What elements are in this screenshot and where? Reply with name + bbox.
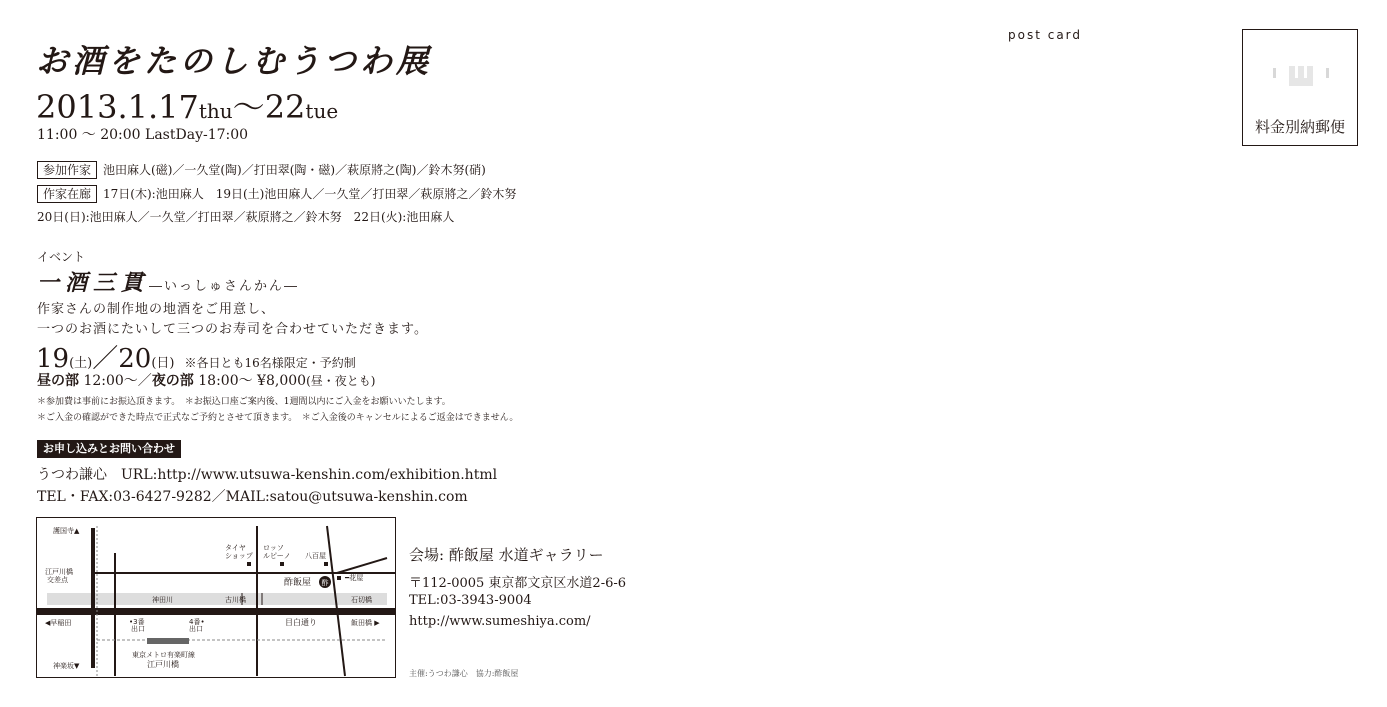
event-day-1: (土) <box>69 356 93 371</box>
event-reading: ―いっしゅさんかん― <box>149 279 300 294</box>
map-gokokuji: 護国寺▲ <box>53 527 80 535</box>
event-date-separator: ／ <box>92 344 119 374</box>
artists-tag: 参加作家 <box>37 161 97 179</box>
map-station: 江戸川橋 <box>147 660 179 669</box>
event-description <box>37 300 428 340</box>
date-separator: 〜 <box>232 88 265 126</box>
map-kandagawa: 神田川 <box>152 596 173 604</box>
in-gallery-text-1: 17日(木):池田麻人 19日(土)池田麻人／一久堂／打田翠／萩原將之／鈴木努 <box>103 187 517 201</box>
venue-tel: TEL:03-3943-9004 <box>409 593 532 608</box>
map-hanaya: ━花屋 <box>345 574 364 582</box>
postage-mark-icon <box>1271 60 1331 90</box>
map-furukawabashi: 古川橋 <box>225 596 246 604</box>
subway-line-bar <box>147 638 189 644</box>
map-exit4-2: 出口 <box>189 625 203 633</box>
end-date: 22 <box>264 88 306 126</box>
venue-address: 〒112-0005 東京都文京区水道2-6-6 <box>409 576 627 591</box>
contact-line-1[interactable]: うつわ謙心 URL:http://www.utsuwa-kenshin.com/exhibition.html <box>37 467 498 483</box>
postcard-label: post card <box>1008 28 1083 42</box>
map-rossolupino-2: ルピーノ <box>263 552 291 560</box>
map-tire-shop-2: ショップ <box>225 552 253 560</box>
exhibition-dates <box>36 82 338 128</box>
start-day: thu <box>198 99 233 123</box>
map-sumeshiya: 酢飯屋 <box>284 578 312 588</box>
map-exit3-2: 出口 <box>131 625 145 633</box>
day-session-time: 12:00〜／ <box>83 373 152 389</box>
day-session-label: 昼の部 <box>37 373 79 389</box>
access-map <box>36 517 396 678</box>
night-session-label: 夜の部 <box>151 373 194 389</box>
event-title <box>37 266 299 297</box>
night-session-time-price: 18:00〜 ¥8,000 <box>198 373 307 389</box>
in-gallery-tag: 作家在廊 <box>37 185 97 203</box>
map-ishikiribashi: 石切橋 <box>351 596 372 604</box>
map-kagurazaka: 神楽坂▼ <box>53 662 80 670</box>
in-gallery-row <box>37 185 516 203</box>
event-date-1: 19 <box>36 344 70 374</box>
postage-stamp-box <box>1242 29 1358 146</box>
event-desc-line-2: 一つのお酒にたいして三つのお寿司を合わせていただきます。 <box>37 322 428 337</box>
exhibition-title: お酒をたのしむうつわ展 <box>36 42 433 80</box>
map-yaoya: 八百屋 <box>305 552 326 560</box>
event-capacity-note: ※各日とも16名様限定・予約制 <box>184 356 356 370</box>
map-exit4-1: 4番• <box>189 618 205 626</box>
map-subway-line: 東京メトロ有楽町線 <box>132 651 195 659</box>
event-desc-line-1: 作家さんの制作地の地酒をご用意し、 <box>37 302 276 317</box>
venue-url[interactable]: http://www.sumeshiya.com/ <box>409 614 591 629</box>
event-label: イベント <box>37 250 86 264</box>
end-day: tue <box>305 99 339 123</box>
map-waseda: ◀早稲田 <box>45 619 72 627</box>
map-iidabashi: 飯田橋 ▶ <box>351 619 380 627</box>
start-date: 2013.1.17 <box>36 88 199 126</box>
payment-note-1: ＊参加費は事前にお振込頂きます。 ＊お振込口座ご案内後、1週間以内にご入金をお願いいたします。 <box>37 397 451 407</box>
access-map-svg <box>37 518 395 677</box>
event-day-2: (日) <box>151 356 175 371</box>
payment-note-2: ＊ご入金の確認ができた時点で正式なご予約とさせて頂きます。 ＊ご入金後のキャンセルによるご返金はできません。 <box>37 413 519 423</box>
contact-tag: お申し込みとお問い合わせ <box>37 440 181 458</box>
artists-row <box>37 161 486 179</box>
mejiro-dori-road <box>37 608 395 615</box>
map-edogawabashi-crossing-1: 江戸川橋 <box>45 568 73 576</box>
venue-name: 会場: 酢飯屋 水道ギャラリー <box>409 546 604 564</box>
map-mejiro-dori: 目白通り <box>285 618 317 627</box>
event-times <box>37 370 375 390</box>
map-exit3-1: •3番 <box>129 618 145 626</box>
price-note: (昼・夜とも) <box>306 374 376 388</box>
event-date-2: 20 <box>118 344 152 374</box>
map-tire-shop-1: タイヤ <box>225 544 246 552</box>
map-rossolupino-1: ロッソ <box>263 544 284 552</box>
event-name: 一酒三貫 <box>37 270 150 296</box>
sumeshiya-mark-text: 酢 <box>321 579 329 587</box>
contact-line-2[interactable]: TEL・FAX:03-6427-9282／MAIL:satou@utsuwa-kenshin.com <box>37 489 468 505</box>
artists-text: 池田麻人(磁)／一久堂(陶)／打田翠(陶・磁)／萩原將之(陶)／鈴木努(硝) <box>103 163 486 177</box>
in-gallery-text-2: 20日(日):池田麻人／一久堂／打田翠／萩原將之／鈴木努 22日(火):池田麻人 <box>37 210 455 224</box>
opening-hours: 11:00 〜 20:00 LastDay-17:00 <box>37 127 249 143</box>
stamp-label: 料金別納郵便 <box>1254 118 1345 136</box>
map-edogawabashi-crossing-2: 交差点 <box>47 576 68 584</box>
organizer-footer: 主催:うつわ謙心 協力:酢飯屋 <box>409 669 519 678</box>
